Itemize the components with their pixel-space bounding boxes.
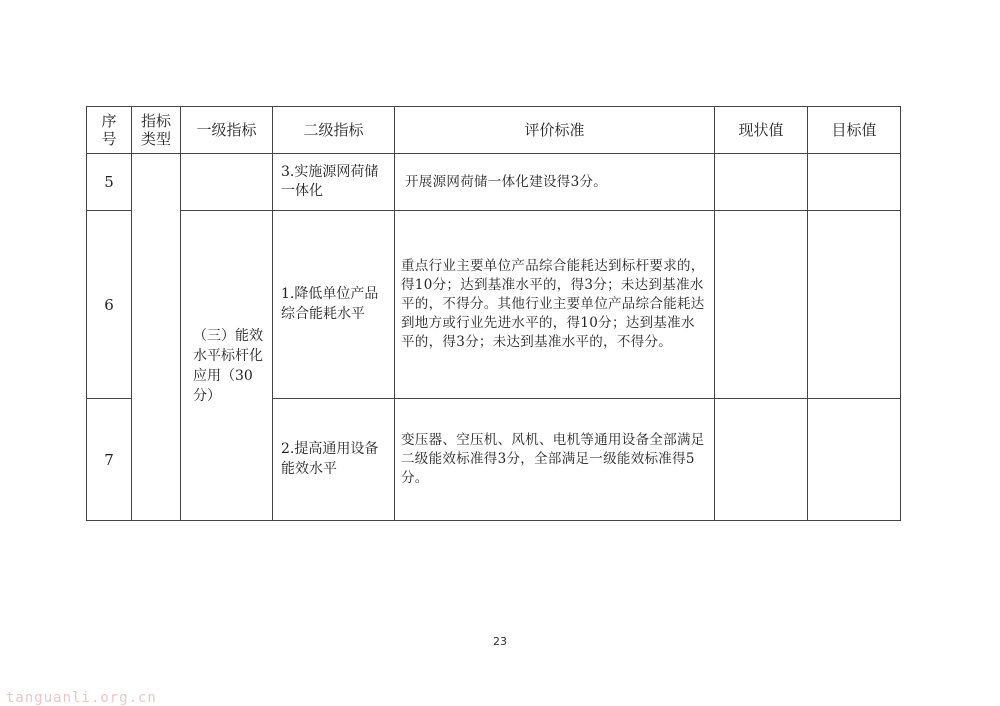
level2-cell: 1.降低单位产品综合能耗水平 [273, 211, 395, 399]
level1-group-label: （三）能效水平标杆化应用（30分） [193, 327, 263, 404]
level1-cell-empty [181, 154, 273, 211]
target-value-cell [808, 154, 901, 211]
type-cell [132, 154, 181, 521]
row-seq: 7 [87, 399, 132, 521]
target-value-cell [808, 399, 901, 521]
header-target: 目标值 [808, 107, 901, 154]
header-type: 指标类型 [132, 107, 181, 154]
criteria-cell: 变压器、空压机、风机、电机等通用设备全部满足二级能效标准得3分，全部满足一级能效标准得5分。 [395, 399, 715, 521]
target-value-cell [808, 211, 901, 399]
header-level2: 二级指标 [273, 107, 395, 154]
table-row [87, 211, 901, 399]
page-number: 23 [493, 635, 507, 648]
header-current: 现状值 [715, 107, 808, 154]
row-seq: 6 [87, 211, 132, 399]
current-value-cell [715, 211, 808, 399]
row-seq: 5 [87, 154, 132, 211]
indicator-table [86, 106, 901, 521]
header-level1: 一级指标 [181, 107, 273, 154]
current-value-cell [715, 154, 808, 211]
current-value-cell [715, 399, 808, 521]
header-seq: 序号 [87, 107, 132, 154]
watermark: tanguanli.org.cn [6, 690, 157, 706]
criteria-cell: 重点行业主要单位产品综合能耗达到标杆要求的，得10分；达到基准水平的，得3分；未达到基准水平的，不得分。其他行业主要单位产品综合能耗达到地方或行业先进水平的，得10分；达到基准水平的，得3分；未达到基准水平的，不得分。 [395, 211, 715, 399]
level2-cell: 3.实施源网荷储一体化 [273, 154, 395, 211]
header-row [87, 107, 901, 154]
table-row [87, 154, 901, 211]
level2-cell: 2.提高通用设备能效水平 [273, 399, 395, 521]
criteria-cell: 开展源网荷储一体化建设得3分。 [395, 154, 715, 211]
level1-group-cell [181, 211, 273, 521]
header-criteria: 评价标准 [395, 107, 715, 154]
